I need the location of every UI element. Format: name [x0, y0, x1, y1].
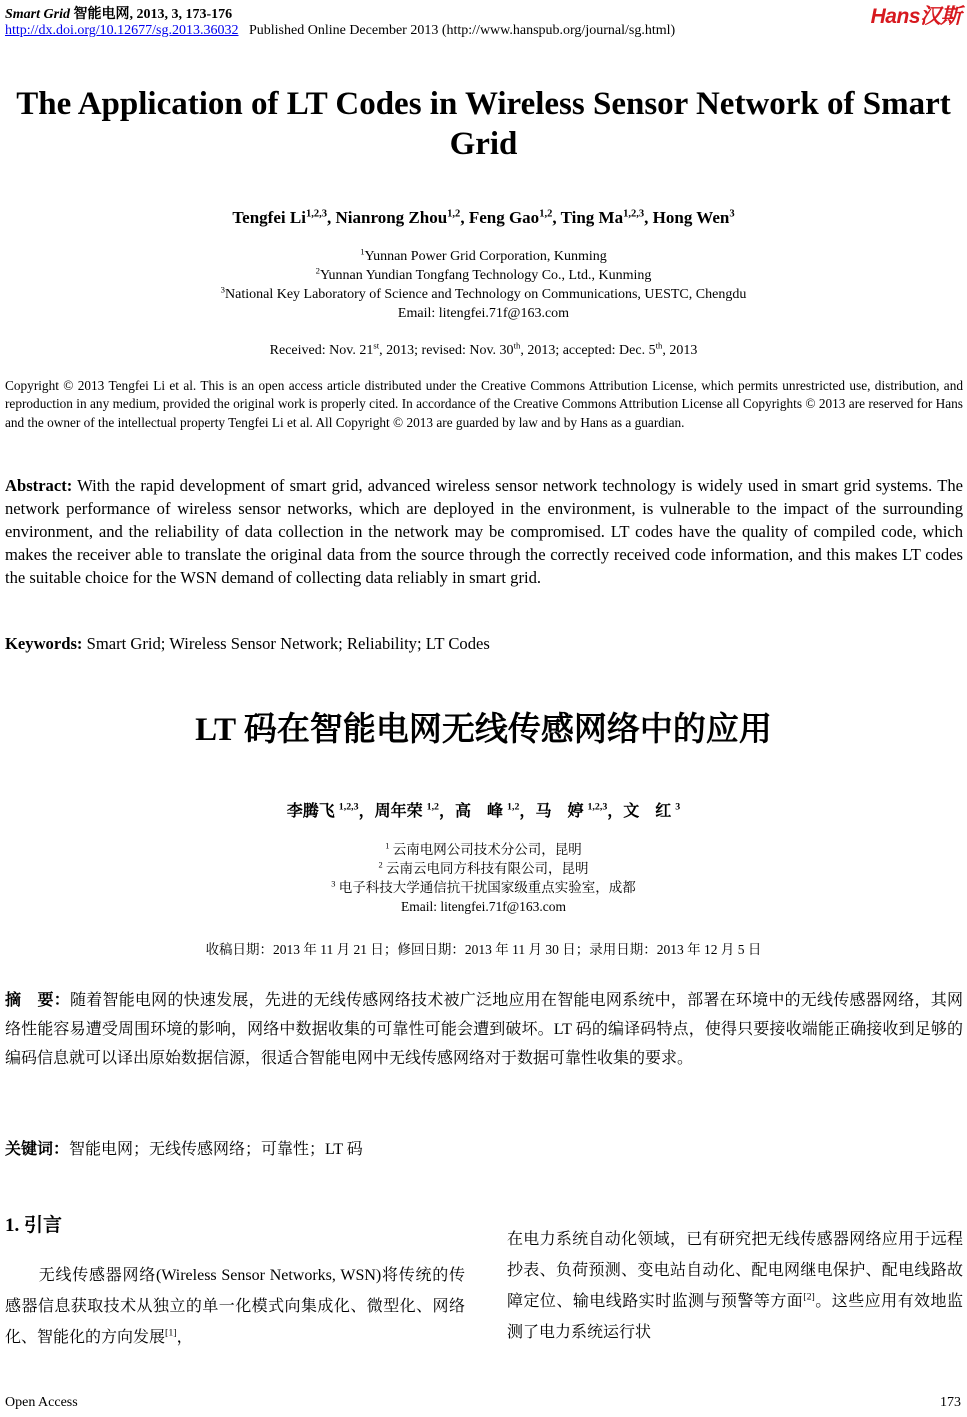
abstract-cn-text: 随着智能电网的快速发展，先进的无线传感网络技术被广泛地应用在智能电网系统中，部署在环境中的无线传感器网络，其网络性能容易遭受周围环境的影响，网络中数据收集的可靠性可能会遭到破坏。LT 码的编译码特点，使得只要接收端能正确接收到足够的编码信息就可以译出原始数据信源，很适合智能电网中无线传感网络对于数据可靠性收集的要求。 — [5, 992, 963, 1067]
section-heading-intro: 1. 引言 — [5, 1215, 63, 1236]
affiliation-line-cn — [0, 878, 967, 897]
affiliation-text: Yunnan Yundian Tongfang Technology Co., Ltd., Kunming — [319, 268, 652, 283]
email-en: Email: litengfei.71f@163.com — [397, 306, 570, 321]
author-name-cn: 高 峰 — [455, 803, 508, 820]
affiliation-line — [0, 266, 967, 285]
affiliation-line — [0, 247, 967, 266]
affiliation-sup: 1 — [360, 246, 365, 257]
author-sep: , — [644, 208, 653, 227]
accepted-sup: th — [655, 340, 663, 351]
hans-logo: Hans汉斯 — [870, 5, 961, 28]
author-name-cn: 文 红 — [623, 803, 676, 820]
author-affil-sup: 1,2,3 — [305, 208, 327, 220]
journal-header — [5, 3, 232, 23]
keywords-en — [5, 634, 963, 654]
abstract-text: With the rapid development of smart grid, advanced wireless sensor network technology is widely used in smart grid systems. The network performance of wireless sensor networks, which are deployed in the environment, is vulnerable to the impact of the surrounding environment, and the reliability of data collection in the network may be compromised. LT codes have the quality of compiled code, which makes the receiver able to translate the original data from the source through the correctly received code information, and this makes LT codes the suitable choice for the WSN demand of collecting data reliably in smart grid. — [5, 476, 963, 587]
abstract-cn — [5, 986, 963, 1073]
accepted-date: , 2013; accepted: Dec. 5 — [520, 343, 656, 358]
keywords-cn-text: 智能电网；无线传感网络；可靠性；LT 码 — [69, 1141, 363, 1158]
author-affil-sup-cn: 3 — [675, 801, 681, 813]
author-sep: , — [552, 208, 561, 227]
keywords-label: Keywords: — [5, 634, 83, 653]
journal-name-cn: 智能电网 — [69, 7, 130, 22]
author-sep-cn: ， — [519, 803, 536, 820]
published-info: Published Online December 2013 (http://www.hanspub.org/journal/sg.html) — [248, 23, 676, 38]
affiliation-line-cn — [0, 859, 967, 878]
affiliation-sup-cn: 1 — [385, 841, 390, 851]
keywords-cn-label: 关键词： — [5, 1141, 70, 1158]
author-sep: , — [460, 208, 469, 227]
page-number: 173 — [940, 1395, 961, 1410]
author-affil-sup-cn: 1,2,3 — [587, 801, 608, 813]
affiliation-text-cn: 电子科技大学通信抗干扰国家级重点实验室，成都 — [335, 880, 636, 895]
affiliation-text: Yunnan Power Grid Corporation, Kunming — [364, 249, 607, 264]
affiliations-cn — [0, 840, 967, 916]
ref-1[interactable]: [1] — [165, 1327, 177, 1339]
author-name: Ting Ma — [560, 208, 624, 227]
intro-left-tail: ， — [176, 1329, 193, 1346]
author-name: Hong Wen — [652, 208, 730, 227]
keywords-cn — [5, 1136, 963, 1159]
authors-cn — [0, 798, 967, 821]
journal-name: Smart Grid — [5, 7, 70, 22]
author-name-cn: 马 婷 — [535, 803, 588, 820]
footer-open-access: Open Access — [5, 1395, 78, 1410]
author-affil-sup: 1,2 — [539, 208, 553, 220]
affiliation-line — [0, 285, 967, 304]
author-sep: , — [327, 208, 336, 227]
revised-sup: th — [513, 340, 521, 351]
paper-title-en: The Application of LT Codes in Wireless Sensor Network of Smart Grid — [16, 86, 951, 162]
intro-left-text: 无线传感器网络(Wireless Sensor Networks, WSN)将传统的传感器信息获取技术从独立的单一化模式向集成化、微型化、网络化、智能化的方向发展 — [5, 1267, 465, 1346]
author-affil-sup: 3 — [729, 208, 735, 220]
dates-cn: 收稿日期：2013 年 11 月 21 日；修回日期：2013 年 11 月 30 日；录用日期：2013 年 12 月 5 日 — [205, 942, 762, 957]
journal-info: , 2013, 3, 173-176 — [129, 7, 233, 22]
doi-link[interactable]: http://dx.doi.org/10.12677/sg.2013.36032 — [5, 23, 239, 38]
affiliation-text-cn: 云南电网公司技术分公司，昆明 — [389, 842, 582, 857]
author-sep-cn: ， — [607, 803, 624, 820]
abstract-label: Abstract: — [5, 476, 73, 495]
copyright-notice: Copyright © 2013 Tengfei Li et al. This is an open access article distributed under the Creative Commons Attribution License, which permits unrestricted use, distribution, and reproduction in any medium, provided the original work is properly cited. In accordance of the Creative Commons Attribution License all Copyrights © 2013 are reserved for Hans and the owner of the intellectual property Tengfei Li et al. All Copyright © 2013 are guarded by law and by Hans as a guardian. — [5, 378, 963, 430]
author-affil-sup-cn: 1,2 — [426, 801, 439, 813]
author-affil-sup: 1,2 — [447, 208, 461, 220]
intro-right-text: 在电力系统自动化领域，已有研究把无线传感器网络应用于远程抄表、负荷预测、变电站自动化、配电网继电保护、配电线路故障定位、输电线路实时监测与预警等方面 — [507, 1231, 963, 1310]
intro-right-tail: 。这些应用有效地监测了电力系统运行状 — [507, 1293, 963, 1341]
affiliation-text: National Key Laboratory of Science and Technology on Communications, UESTC, Chengdu — [225, 287, 747, 302]
received-date: Received: Nov. 21 — [269, 343, 374, 358]
author-name-cn: 李腾飞 — [286, 803, 339, 820]
author-sep-cn: ， — [358, 803, 375, 820]
author-name: Tengfei Li — [232, 208, 306, 227]
affiliation-sup-cn: 2 — [378, 860, 383, 870]
author-name: Nianrong Zhou — [335, 208, 448, 227]
author-name-cn: 周年荣 — [374, 803, 427, 820]
authors-en — [0, 208, 967, 228]
received-sup: st — [373, 340, 380, 351]
intro-right-paragraph — [507, 1224, 963, 1348]
doi-line — [5, 23, 675, 39]
keywords-text: Smart Grid; Wireless Sensor Network; Reliability; LT Codes — [82, 634, 490, 653]
intro-left-paragraph — [5, 1260, 465, 1353]
affiliation-sup: 3 — [220, 284, 225, 295]
dates-en — [0, 341, 967, 360]
email-cn: Email: litengfei.71f@163.com — [400, 899, 567, 914]
affiliation-line-cn — [0, 840, 967, 859]
paper-title-cn: LT 码在智能电网无线传感网络中的应用 — [195, 712, 772, 748]
author-affil-sup: 1,2,3 — [623, 208, 645, 220]
affiliations-en — [0, 247, 967, 323]
author-name: Feng Gao — [468, 208, 540, 227]
author-affil-sup-cn: 1,2 — [507, 801, 520, 813]
dates-tail: , 2013 — [662, 343, 698, 358]
author-sep-cn: ， — [439, 803, 456, 820]
revised-date: , 2013; revised: Nov. 30 — [379, 343, 514, 358]
affiliation-sup-cn: 3 — [331, 879, 336, 889]
affiliation-text-cn: 云南云电同方科技有限公司，昆明 — [382, 861, 589, 876]
ref-2[interactable]: [2] — [803, 1291, 815, 1303]
abstract-en — [5, 474, 963, 589]
affiliation-sup: 2 — [315, 265, 320, 276]
abstract-cn-label: 摘 要： — [5, 992, 70, 1009]
author-affil-sup-cn: 1,2,3 — [338, 801, 359, 813]
